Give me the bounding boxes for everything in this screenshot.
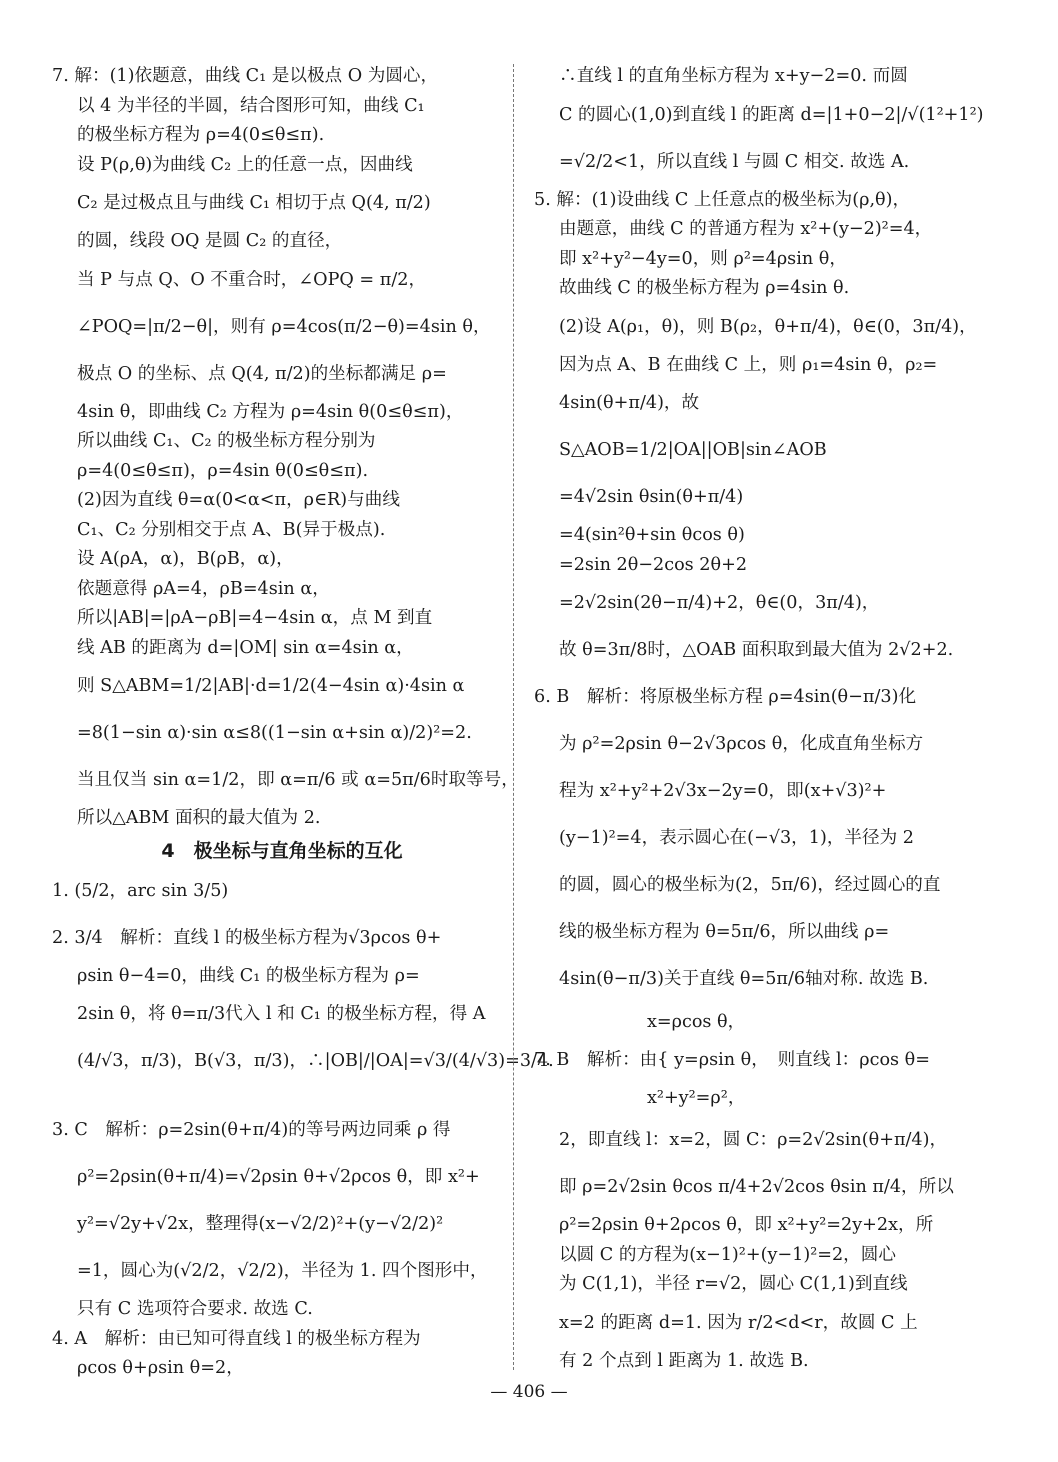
right-column-line: 即 x²+y²−4y=0，则 ρ²=4ρsin θ，	[559, 248, 847, 269]
right-column-line: 以圆 C 的方程为(x−1)²+(y−1)²=2，圆心	[559, 1244, 896, 1265]
left-column-line: 7. 解：(1)依题意，曲线 C₁ 是以极点 O 为圆心，	[52, 66, 439, 86]
left-column-line: (2)因为直线 θ=α(0<α<π，ρ∈R)与曲线	[77, 490, 400, 510]
left-column-line: 只有 C 选项符合要求. 故选 C.	[77, 1299, 313, 1319]
right-column-line: ∴直线 l 的直角坐标方程为 x+y−2=0. 而圆	[559, 66, 908, 86]
left-column-line: 以 4 为半径的半圆，结合图形可知，曲线 C₁	[77, 95, 425, 116]
left-column-line: y²=√2y+√2x，整理得(x−√2/2)²+(y−√2/2)²	[77, 1214, 444, 1234]
left-column-line: 3. C 解析：ρ=2sin(θ+π/4)的等号两边同乘 ρ 得	[52, 1120, 451, 1140]
right-column	[534, 62, 984, 1376]
right-column-line: 因为点 A、B 在曲线 C 上，则 ρ₁=4sin θ，ρ₂=	[559, 354, 938, 375]
left-column-line: 所以曲线 C₁、C₂ 的极坐标方程分别为	[77, 431, 376, 451]
left-column-line: 设 P(ρ,θ)为曲线 C₂ 上的任意一点，因曲线	[77, 154, 413, 175]
column-divider	[513, 64, 514, 1370]
right-column-line: 为 ρ²=2ρsin θ−2√3ρcos θ，化成直角坐标方	[559, 734, 924, 754]
left-column-line: ρcos θ+ρsin θ=2，	[77, 1358, 244, 1378]
left-column-line: =8(1−sin α)·sin α≤8((1−sin α+sin α)/2)²=2.	[77, 723, 472, 743]
right-column-line: =4(sin²θ+sin θcos θ)	[559, 525, 745, 545]
left-column-line: 所以△ABM 面积的最大值为 2.	[77, 808, 321, 828]
right-column-line: =√2/2<1，所以直线 l 与圆 C 相交. 故选 A.	[559, 151, 910, 172]
left-column-line: 所以|AB|=|ρA−ρB|=4−4sin α，点 M 到直	[77, 608, 433, 628]
right-column-line: =4√2sin θsin(θ+π/4)	[559, 487, 744, 507]
left-column-line: 4sin θ，即曲线 C₂ 方程为 ρ=4sin θ(0≤θ≤π)，	[77, 401, 464, 422]
left-column-line: 2sin θ，将 θ=π/3代入 l 和 C₁ 的极坐标方程，得 A	[77, 1004, 486, 1024]
left-column-line: (4/√3，π/3)，B(√3，π/3)，∴|OB|/|OA|=√3/(4/√3)=3/4.	[77, 1051, 554, 1071]
right-column-line: 故曲线 C 的极坐标方程为 ρ=4sin θ.	[559, 278, 850, 298]
left-column-line: C₁、C₂ 分别相交于点 A、B(异于极点).	[77, 519, 386, 540]
page-number: — 406 —	[490, 1382, 568, 1402]
left-column-line: ∠POQ=|π/2−θ|，则有 ρ=4cos(π/2−θ)=4sin θ，	[77, 316, 491, 337]
left-column-line: C₂ 是过极点且与曲线 C₁ 相切于点 Q(4, π/2)	[77, 193, 431, 213]
right-column-line: 2，即直线 l：x=2，圆 C：ρ=2√2sin(θ+π/4)，	[559, 1130, 948, 1150]
right-column-line: 5. 解：(1)设曲线 C 上任意点的极坐标为(ρ,θ)，	[534, 189, 911, 210]
right-column-line: 4sin(θ−π/3)关于直线 θ=5π/6轴对称. 故选 B.	[559, 969, 929, 989]
left-column-line: 1. (5/2，arc sin 3/5)	[52, 880, 229, 901]
right-column-line: (y−1)²=4，表示圆心在(−√3，1)，半径为 2	[559, 828, 914, 848]
left-column	[52, 62, 554, 1384]
right-column-line: x²+y²=ρ²，	[559, 1088, 746, 1108]
right-column-line: 程为 x²+y²+2√3x−2y=0，即(x+√3)²+	[559, 781, 887, 801]
right-column-line: 线的极坐标方程为 θ=5π/6，所以曲线 ρ=	[559, 922, 890, 942]
right-column-line: 7. B 解析：由{ y=ρsin θ， 则直线 l：ρcos θ=	[534, 1050, 930, 1070]
left-column-line: 2. 3/4 解析：直线 l 的极坐标方程为√3ρcos θ+	[52, 927, 442, 948]
right-column-line: =2√2sin(2θ−π/4)+2，θ∈(0，3π/4)，	[559, 593, 880, 613]
right-column-line: (2)设 A(ρ₁，θ)，则 B(ρ₂，θ+π/4)，θ∈(0，3π/4)，	[559, 316, 977, 337]
left-column-line: 设 A(ρA，α)，B(ρB，α)，	[77, 549, 294, 569]
left-column-line: 的极坐标方程为 ρ=4(0≤θ≤π).	[77, 125, 325, 145]
left-column-line: 4 极坐标与直角坐标的互化	[161, 839, 403, 862]
left-column-line: ρsin θ−4=0，曲线 C₁ 的极坐标方程为 ρ=	[77, 965, 420, 986]
right-column-line: C 的圆心(1,0)到直线 l 的距离 d=|1+0−2|/√(1²+1²)	[559, 104, 984, 125]
left-column-line: 极点 O 的坐标、点 Q(4, π/2)的坐标都满足 ρ=	[77, 363, 447, 384]
right-column-line: 即 ρ=2√2sin θcos π/4+2√2cos θsin π/4，所以	[559, 1177, 954, 1197]
right-column-line: 4sin(θ+π/4)，故	[559, 393, 700, 413]
right-column-line: 的圆，圆心的极坐标为(2，5π/6)，经过圆心的直	[559, 875, 941, 895]
right-column-line: x=2 的距离 d=1. 因为 r/2<d<r，故圆 C 上	[559, 1312, 918, 1333]
left-column-line	[52, 1085, 492, 1107]
left-column-line: 的圆，线段 OQ 是圆 C₂ 的直径，	[77, 231, 343, 251]
left-column-line: 4. A 解析：由已知可得直线 l 的极坐标方程为	[52, 1328, 421, 1349]
right-column-line: ρ²=2ρsin θ+2ρcos θ，即 x²+y²=2y+2x，所	[559, 1215, 934, 1235]
left-column-line: =1，圆心为(√2/2，√2/2)，半径为 1. 四个图形中，	[77, 1261, 488, 1281]
left-column-line: ρ=4(0≤θ≤π)，ρ=4sin θ(0≤θ≤π).	[77, 460, 369, 481]
right-column-line: S△AOB=1/2|OA||OB|sin∠AOB	[559, 440, 827, 460]
right-column-line: 为 C(1,1)，半径 r=√2，圆心 C(1,1)到直线	[559, 1274, 908, 1294]
right-column-line: =2sin 2θ−2cos 2θ+2	[559, 554, 748, 575]
left-column-line: 则 S△ABM=1/2|AB|·d=1/2(4−4sin α)·4sin α	[77, 676, 465, 696]
right-column-line: x=ρcos θ，	[559, 1012, 746, 1032]
left-column-line: 当且仅当 sin α=1/2，即 α=π/6 或 α=5π/6时取等号，	[77, 770, 519, 790]
left-column-line: 当 P 与点 Q、O 不重合时，∠OPQ = π/2，	[77, 269, 427, 290]
right-column-line: 由题意，曲线 C 的普通方程为 x²+(y−2)²=4，	[559, 219, 933, 239]
right-column-line: 有 2 个点到 l 距离为 1. 故选 B.	[559, 1350, 809, 1371]
left-column-line: 依题意得 ρA=4，ρB=4sin α，	[77, 578, 330, 599]
left-column-line: ρ²=2ρsin(θ+π/4)=√2ρsin θ+√2ρcos θ，即 x²+	[77, 1167, 480, 1187]
right-column-line: 6. B 解析：将原极坐标方程 ρ=4sin(θ−π/3)化	[534, 687, 917, 707]
left-column-line: 线 AB 的距离为 d=|OM| sin α=4sin α，	[77, 637, 414, 658]
right-column-line: 故 θ=3π/8时，△OAB 面积取到最大值为 2√2+2.	[559, 640, 954, 660]
